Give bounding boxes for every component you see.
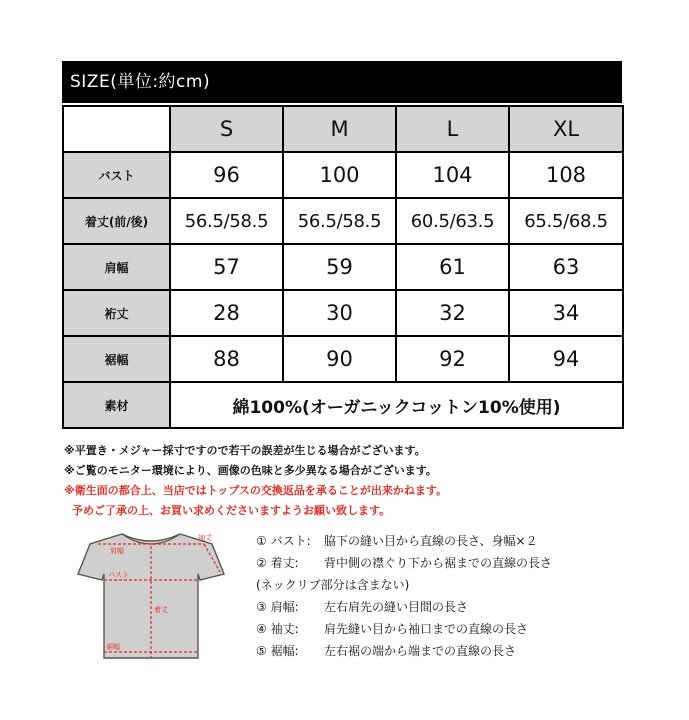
table-cell: 61 [396,244,509,290]
size-table [62,105,624,429]
legend-key: ① バスト: [256,534,311,548]
legend-desc: 背中側の襟ぐり下から裾までの直線の長さ [324,556,553,570]
row-label-shoulder: 肩幅 [63,244,170,290]
legend-desc: 脇下の縫い目から直線の長さ、身幅×２ [324,534,538,548]
legend-key: ④ 袖丈: [256,622,299,636]
table-cell: 104 [396,152,509,198]
table-cell: 56.5/58.5 [170,198,283,244]
diagram-label-sleeve: 袖丈 [198,534,212,542]
table-cell: 100 [283,152,396,198]
table-row [63,336,623,382]
legend-key: ⑤ 裾幅: [256,644,299,658]
corner-cell [63,106,170,152]
size-table-header [62,61,622,103]
table-cell: 60.5/63.5 [396,198,509,244]
table-row [63,290,623,336]
table-cell: 30 [283,290,396,336]
diagram-label-bust: バスト [108,571,129,579]
material-value: 綿100%(オーガニックコットン10%使用) [170,382,623,428]
note-no-returns: ※衛生面の都合上、当店ではトップスの交換返品を承ることが出来かねます。 [64,484,448,497]
table-cell: 94 [509,336,623,382]
legend-desc: (ネックリブ部分は含まない) [256,578,410,592]
note-monitor: ※ご覧のモニター環境により、画像の色味と多少異なる場合がございます。 [64,464,437,477]
table-cell: 96 [170,152,283,198]
note-measurement: ※平置き・メジャー採寸ですので若干の誤差が生じる場合がございます。 [64,444,426,457]
legend-item [256,618,552,640]
table-row [63,244,623,290]
legend-item [256,596,552,618]
legend-key: ③ 肩幅: [256,600,299,614]
legend-key: ② 着丈: [256,556,299,570]
header-title: SIZE(単位:約cm) [70,72,211,92]
row-label-sleeve: 裄丈 [63,290,170,336]
measurement-legend [256,530,552,662]
diagram-label-length: 着丈 [154,606,168,614]
legend-item [256,530,552,552]
table-cell: 88 [170,336,283,382]
table-cell: 28 [170,290,283,336]
legend-desc: 左右裾の端から端までの直線の長さ [324,644,517,658]
table-row [63,198,623,244]
size-m: M [283,106,396,152]
table-cell: 65.5/68.5 [509,198,623,244]
size-l: L [396,106,509,152]
legend-item [256,574,552,596]
diagram-label-shoulder: 肩幅 [110,547,124,555]
row-label-bust: バスト [63,152,170,198]
notes [64,441,664,521]
size-xl: XL [509,106,623,152]
row-label-material: 素材 [63,382,170,428]
legend-desc: 左右肩先の縫い目間の長さ [324,600,469,614]
legend-desc: 肩先縫い目から袖口までの直線の長さ [324,622,529,636]
row-label-hem: 裾幅 [63,336,170,382]
legend-item [256,640,552,662]
size-header-row [63,106,623,152]
table-cell: 32 [396,290,509,336]
table-cell: 57 [170,244,283,290]
table-cell: 56.5/58.5 [283,198,396,244]
table-cell: 108 [509,152,623,198]
table-row [63,152,623,198]
table-cell: 90 [283,336,396,382]
table-cell: 63 [509,244,623,290]
material-row [63,382,623,428]
row-label-length: 着丈(前/後) [63,198,170,244]
table-cell: 34 [509,290,623,336]
legend-item [256,552,552,574]
tshirt-measurement-diagram [72,528,230,668]
size-s: S [170,106,283,152]
table-cell: 59 [283,244,396,290]
note-acknowledge: 予めご了承の上、お買い求めくださいますようお願い致します。 [72,504,391,517]
table-cell: 92 [396,336,509,382]
diagram-label-hem: 裾幅 [106,643,120,651]
